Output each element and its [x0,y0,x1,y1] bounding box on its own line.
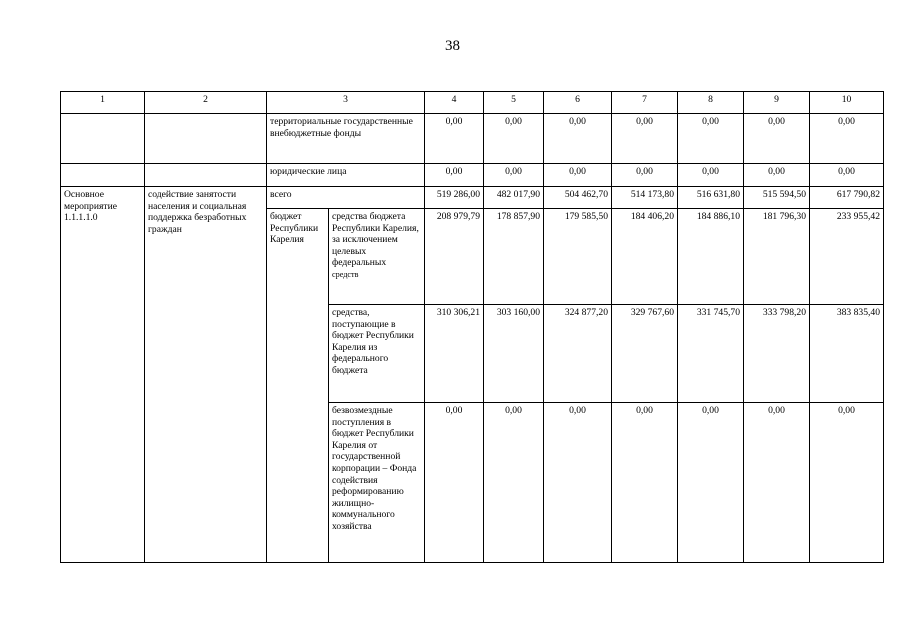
value-cell: 184 886,10 [678,209,744,305]
budget-table [60,91,884,563]
source-label: безвозмездные поступления в бюджет Республики Карелия от государственной корпорации – Фонда содействия реформированию жилищно-коммунального хозяйства [329,403,425,563]
value-cell: 0,00 [612,403,678,563]
source-label: юридические лица [267,164,425,187]
value-cell: 617 790,82 [810,187,884,209]
value-cell: 0,00 [544,114,612,164]
source-label [329,209,425,305]
value-cell: 0,00 [744,403,810,563]
value-cell: 303 160,00 [484,305,544,403]
value-cell: 0,00 [744,114,810,164]
activity-description: содействие занятости населения и социальная поддержка безработных граждан [145,187,267,563]
header-col-1: 1 [61,92,145,114]
value-cell: 184 406,20 [612,209,678,305]
value-cell: 181 796,30 [744,209,810,305]
value-cell: 310 306,21 [425,305,484,403]
value-cell: 0,00 [744,164,810,187]
value-cell: 515 594,50 [744,187,810,209]
value-cell: 0,00 [425,164,484,187]
header-col-8: 8 [678,92,744,114]
source-label-main: средства бюджета Республики Карелия, за исключением целевых федеральных [332,211,419,269]
value-cell: 0,00 [484,164,544,187]
value-cell: 0,00 [484,403,544,563]
value-cell: 0,00 [612,164,678,187]
empty-cell [145,164,267,187]
source-label-tail: средств [332,269,359,279]
value-cell: 179 585,50 [544,209,612,305]
value-cell: 0,00 [425,114,484,164]
value-cell: 0,00 [484,114,544,164]
empty-cell [145,114,267,164]
value-cell: 208 979,79 [425,209,484,305]
page-number: 38 [445,38,460,54]
value-cell: 324 877,20 [544,305,612,403]
source-label: всего [267,187,425,209]
header-col-4: 4 [425,92,484,114]
value-cell: 0,00 [678,403,744,563]
value-cell: 233 955,42 [810,209,884,305]
row-territorial-funds [61,114,884,164]
source-label: территориальные государственные внебюджетные фонды [267,114,425,164]
value-cell: 0,00 [810,403,884,563]
value-cell: 333 798,20 [744,305,810,403]
header-col-2: 2 [145,92,267,114]
value-cell: 0,00 [544,403,612,563]
value-cell: 0,00 [678,164,744,187]
empty-cell [61,164,145,187]
row-legal-entities [61,164,884,187]
header-col-5: 5 [484,92,544,114]
empty-cell [61,114,145,164]
value-cell: 0,00 [678,114,744,164]
value-cell: 178 857,90 [484,209,544,305]
value-cell: 0,00 [544,164,612,187]
header-row [61,92,884,114]
value-cell: 504 462,70 [544,187,612,209]
value-cell: 482 017,90 [484,187,544,209]
value-cell: 383 835,40 [810,305,884,403]
row-total [61,187,884,209]
value-cell: 0,00 [425,403,484,563]
source-label: средства, поступающие в бюджет Республики Карелия из федерального бюджета [329,305,425,403]
value-cell: 329 767,60 [612,305,678,403]
value-cell: 0,00 [612,114,678,164]
value-cell: 0,00 [810,164,884,187]
value-cell: 0,00 [810,114,884,164]
budget-label: бюджет Республики Карелия [267,209,329,563]
value-cell: 331 745,70 [678,305,744,403]
header-col-10: 10 [810,92,884,114]
value-cell: 516 631,80 [678,187,744,209]
value-cell: 514 173,80 [612,187,678,209]
header-col-6: 6 [544,92,612,114]
header-col-3: 3 [267,92,425,114]
header-col-9: 9 [744,92,810,114]
value-cell: 519 286,00 [425,187,484,209]
header-col-7: 7 [612,92,678,114]
activity-name: Основное мероприятие 1.1.1.1.0 [61,187,145,563]
